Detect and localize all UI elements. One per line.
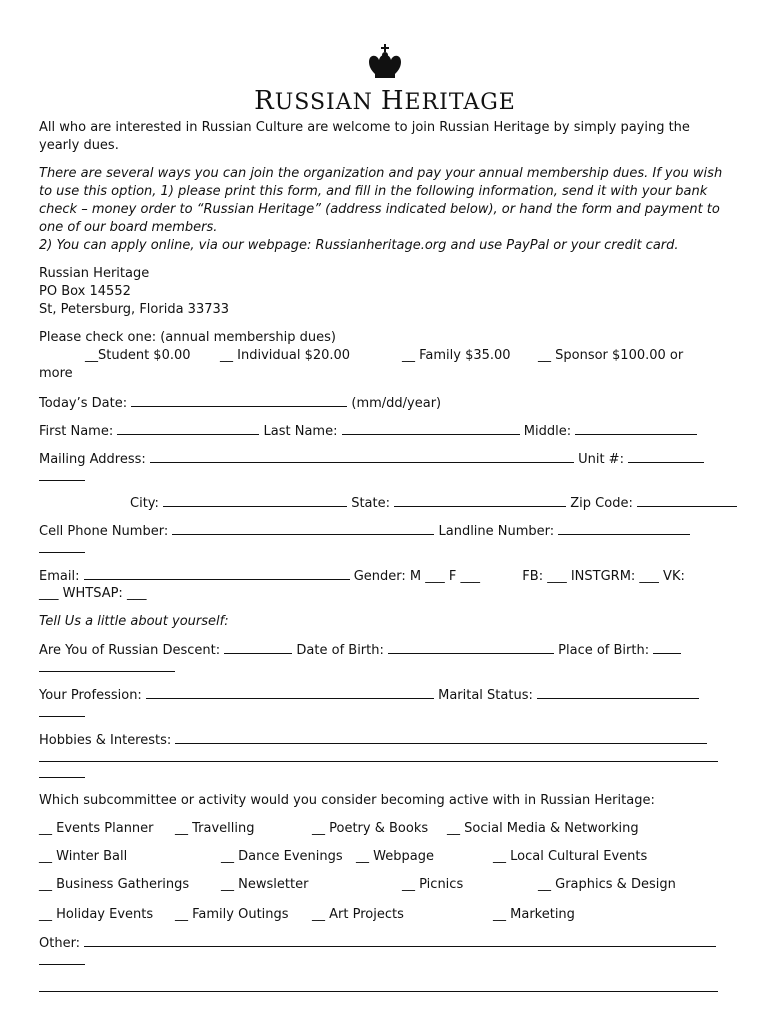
- profession-row: [39, 686, 699, 705]
- activity-holiday[interactable]: __ Holiday Events: [39, 907, 154, 922]
- place-of-birth-label: Place of Birth:: [558, 643, 650, 658]
- activity-newsletter[interactable]: __ Newsletter: [221, 877, 309, 892]
- descent-row: [39, 641, 681, 660]
- phone-row: [39, 522, 690, 541]
- first-name-field[interactable]: [117, 422, 259, 435]
- activity-graphics[interactable]: __ Graphics & Design: [538, 877, 676, 892]
- marital-status-field[interactable]: [537, 686, 699, 699]
- city-label: City:: [130, 496, 159, 511]
- option-family[interactable]: __ Family $35.00: [402, 348, 511, 363]
- activity-dance-evenings[interactable]: __ Dance Evenings: [221, 849, 343, 864]
- activity-poetry-books[interactable]: __ Poetry & Books: [312, 821, 429, 836]
- profession-label: Your Profession:: [39, 688, 142, 703]
- city-field[interactable]: [163, 494, 347, 507]
- first-name-label: First Name:: [39, 424, 114, 439]
- subcommittee-prompt: Which subcommittee or activity would you consider becoming active with in Russian Heritage:: [39, 793, 655, 808]
- activity-picnics[interactable]: __ Picnics: [402, 877, 464, 892]
- activity-family-outings[interactable]: __ Family Outings: [175, 907, 289, 922]
- activity-art-projects[interactable]: __ Art Projects: [312, 907, 404, 922]
- profession-field[interactable]: [146, 686, 434, 699]
- tell-us-heading: Tell Us a little about yourself:: [39, 614, 229, 629]
- hobbies-row: [39, 731, 707, 750]
- hobbies-field[interactable]: [175, 731, 707, 744]
- hobbies-continuation[interactable]: [39, 777, 85, 778]
- address-line1: Russian Heritage: [39, 266, 150, 281]
- last-name-field[interactable]: [342, 422, 520, 435]
- todays-date-row: [39, 394, 441, 413]
- activity-travelling[interactable]: __ Travelling: [175, 821, 255, 836]
- name-row: [39, 422, 697, 441]
- org-name: RUSSIAN HERITAGE: [254, 86, 516, 116]
- landline-label: Landline Number:: [438, 524, 555, 539]
- other-label: Other:: [39, 936, 81, 951]
- email-row: [39, 567, 685, 586]
- date-of-birth-field[interactable]: [388, 641, 554, 654]
- mailing-address-label: Mailing Address:: [39, 452, 146, 467]
- email-field[interactable]: [84, 567, 350, 580]
- address-line3: St, Petersburg, Florida 33733: [39, 302, 230, 317]
- todays-date-field[interactable]: [131, 394, 347, 407]
- hobbies-label: Hobbies & Interests:: [39, 733, 172, 748]
- phone-continuation[interactable]: [39, 552, 85, 553]
- option-student[interactable]: __Student $0.00: [85, 348, 191, 363]
- other-line-2[interactable]: [39, 991, 718, 992]
- marital-status-label: Marital Status:: [438, 688, 533, 703]
- activity-events-planner[interactable]: __ Events Planner: [39, 821, 154, 836]
- activity-winter-ball[interactable]: __ Winter Ball: [39, 849, 128, 864]
- hobbies-line-2[interactable]: [39, 761, 718, 762]
- state-label: State:: [351, 496, 390, 511]
- cell-phone-field[interactable]: [172, 522, 434, 535]
- unit-field[interactable]: [628, 450, 704, 463]
- intro-ways: There are several ways you can join the organization and pay your annual membership dues. If you wish to use this option, 1) please print this form, and fill in the following information, send it with your bank check – money order to “Russian Heritage” (address indicated below), or hand the form and payment to one of our board members.: [39, 166, 723, 235]
- activity-social-media[interactable]: __ Social Media & Networking: [447, 821, 639, 836]
- email-label: Email:: [39, 569, 80, 584]
- activity-local-cultural[interactable]: __ Local Cultural Events: [493, 849, 648, 864]
- whtsap-label[interactable]: ___ WHTSAP: ___: [39, 586, 147, 601]
- mailing-address-field[interactable]: [150, 450, 574, 463]
- intro-welcome: All who are interested in Russian Culture are welcome to join Russian Heritage by simply paying the yearly dues.: [39, 120, 690, 153]
- intro-online: 2) You can apply online, via our webpage: Russianheritage.org and use PayPal or your credit card.: [39, 238, 679, 253]
- crown-icon: [0, 44, 770, 84]
- state-field[interactable]: [394, 494, 566, 507]
- social-label[interactable]: FB: ___ INSTGRM: ___ VK:: [522, 569, 685, 584]
- place-of-birth-continuation[interactable]: [39, 671, 175, 672]
- other-field[interactable]: [84, 934, 716, 947]
- landline-field[interactable]: [558, 522, 690, 535]
- mailing-row: [39, 450, 704, 469]
- option-sponsor-more: more: [39, 366, 73, 381]
- last-name-label: Last Name:: [263, 424, 338, 439]
- place-of-birth-field[interactable]: [653, 641, 681, 654]
- option-individual[interactable]: __ Individual $20.00: [220, 348, 351, 363]
- todays-date-label: Today’s Date:: [39, 396, 128, 411]
- membership-prompt: Please check one: (annual membership dues): [39, 330, 336, 345]
- date-format-hint: (mm/dd/year): [351, 396, 442, 411]
- profession-continuation[interactable]: [39, 716, 85, 717]
- city-row: [130, 494, 737, 513]
- mailing-continuation[interactable]: [39, 480, 85, 481]
- other-row: [39, 934, 716, 953]
- cell-phone-label: Cell Phone Number:: [39, 524, 169, 539]
- unit-label: Unit #:: [578, 452, 624, 467]
- address-line2: PO Box 14552: [39, 284, 131, 299]
- russian-descent-field[interactable]: [224, 641, 292, 654]
- date-of-birth-label: Date of Birth:: [296, 643, 384, 658]
- zip-field[interactable]: [637, 494, 737, 507]
- russian-descent-label: Are You of Russian Descent:: [39, 643, 221, 658]
- gender-label[interactable]: Gender: M ___ F ___: [353, 569, 481, 584]
- zip-label: Zip Code:: [570, 496, 633, 511]
- middle-field[interactable]: [575, 422, 697, 435]
- activity-webpage[interactable]: __ Webpage: [356, 849, 434, 864]
- middle-label: Middle:: [523, 424, 572, 439]
- activity-business[interactable]: __ Business Gatherings: [39, 877, 190, 892]
- option-sponsor[interactable]: __ Sponsor $100.00 or: [538, 348, 684, 363]
- activity-marketing[interactable]: __ Marketing: [493, 907, 575, 922]
- other-continuation[interactable]: [39, 964, 85, 965]
